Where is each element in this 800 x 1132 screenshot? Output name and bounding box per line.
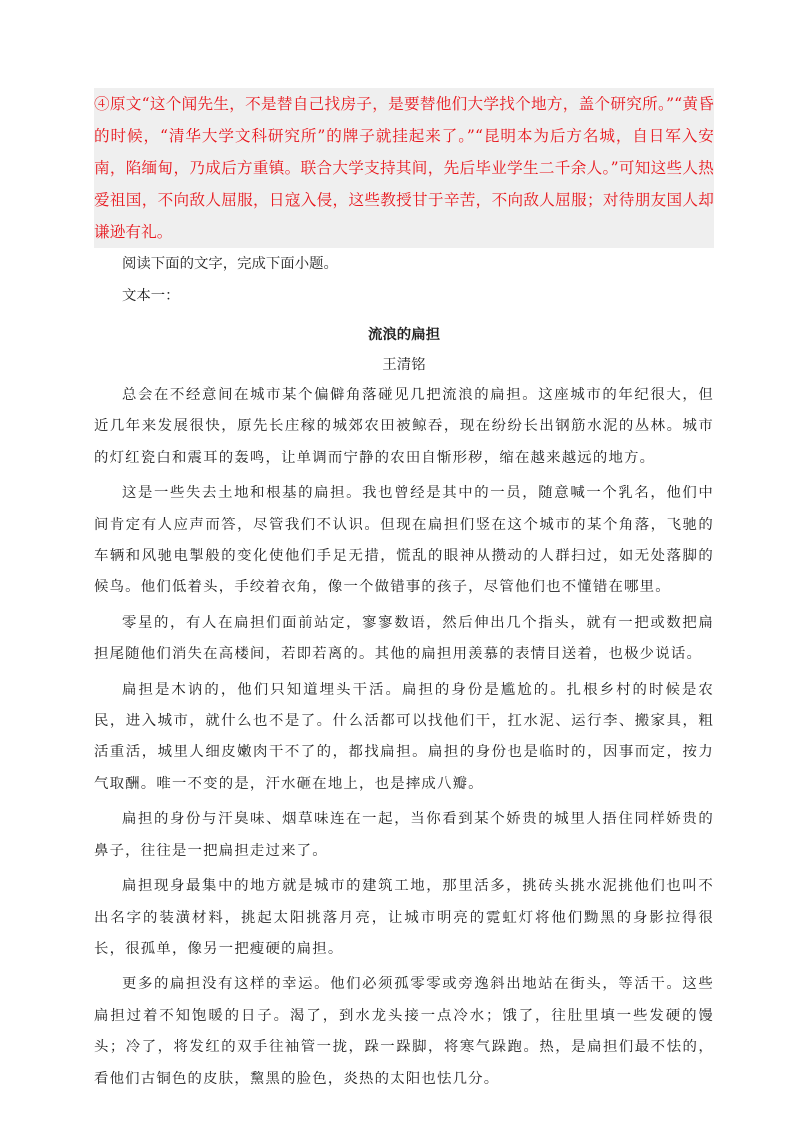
reading-instruction: 阅读下面的文字，完成下面小题。 [122,256,338,272]
article-paragraph: 这是一些失去土地和根基的扁担。我也曾经是其中的一员，随意喊一个乳名，他们中间肯定有人应声而答，尽管我们不认识。但现在扁担们竖在这个城市的某个角落，飞驰的车辆和风驰电掣般的变化使他们手足无措，慌乱的眼神从攒动的人群扫过，如无处落脚的候鸟。他们低着头，手绞着衣角，像一个做错事的孩子，尽管他们也不懂错在哪里。 [94,485,714,596]
article-paragraph: 扁担是木讷的，他们只知道埋头干活。扁担的身份是尴尬的。扎根乡村的时候是农民，进入城市，就什么也不是了。什么活都可以找他们干，扛水泥、运行李、搬家具，粗活重活，城里人细皮嫩肉干不了的，都找扁担。扁担的身份也是临时的，因事而定，按力气取酬。唯一不变的是，汗水砸在地上，也是摔成八瓣。 [94,681,714,792]
article-paragraph: 扁担现身最集中的地方就是城市的建筑工地，那里活多，挑砖头挑水泥挑他们也叫不出名字的装潢材料，挑起太阳挑落月亮，让城市明亮的霓虹灯将他们黝黑的身影拉得很长，很孤单，像另一把瘦硬的扁担。 [94,878,714,957]
answer-highlight-block: ④原文“这个闻先生，不是替自己找房子，是要替他们大学找个地方，盖个研究所。”“黄昏的时候，“清华大学文科研究所”的牌子就挂起来了。”“昆明本为后方名城，自日军入安南，陷缅甸，乃成后方重镇。联合大学支持其间，先后毕业学生二千余人。”可知这些人热爱祖国，不向敌人屈服，日寇入侵，这些教授甘于辛苦，不向敌人屈服；对待朋友国人却谦逊有礼。 [94,88,714,248]
article-title: 流浪的扁担 [368,326,440,343]
article-paragraph: 更多的扁担没有这样的幸运。他们必须孤零零或旁逸斜出地站在街头，等活干。这些扁担过着不知饱暖的日子。渴了，到水龙头接一点冷水；饿了，往肚里填一些发硬的馒头；冷了，将发红的双手往袖管一拢，跺一跺脚，将寒气跺跑。热，是扁担们最不怯的，看他们古铜色的皮肤，黧黑的脸色，炎热的太阳也怯几分。 [94,976,714,1087]
article-author: 王清铭 [382,357,426,373]
section-label: 文本一： [122,288,180,304]
article-body [94,380,714,1095]
article-paragraph: 总会在不经意间在城市某个偏僻角落碰见几把流浪的扁担。这座城市的年纪很大，但近几年来发展很快，原先长庄稼的城郊农田被鲸吞，现在纷纷长出钢筋水泥的丛林。城市的灯红瓷白和震耳的轰鸣，让单调而宁静的农田自惭形秽，缩在越来越远的地方。 [94,387,714,466]
document-page [94,88,714,1099]
article-paragraph: 零星的，有人在扁担们面前站定，寥寥数语，然后伸出几个指头，就有一把或数把扁担尾随他们消失在高楼间，若即若离的。其他的扁担用羡慕的表情目送着，也极少说话。 [94,614,714,663]
article-paragraph: 扁担的身份与汗臭味、烟草味连在一起，当你看到某个娇贵的城里人捂住同样娇贵的鼻子，往往是一把扁担走过来了。 [94,811,714,859]
